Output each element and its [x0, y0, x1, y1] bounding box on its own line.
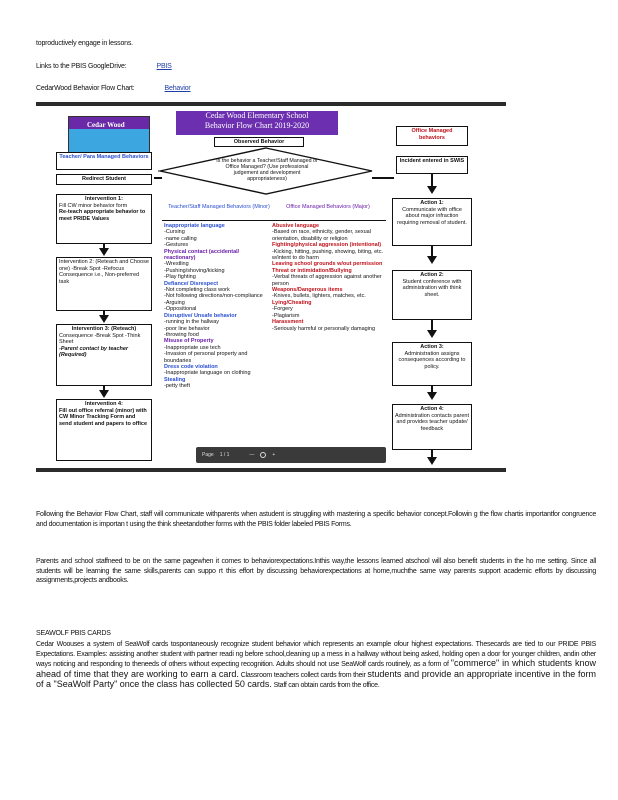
minor-item: -Wrestling — [164, 261, 189, 268]
action-3-box — [392, 342, 472, 386]
minor-column-header: Teacher/Staff Managed Behaviors (Minor) — [168, 204, 270, 210]
incident-swis-box: Incident entered in SWIS — [396, 156, 468, 174]
action-4-body: Administration contacts parent and provides teacher update/ feedback — [395, 412, 469, 432]
minor-item: -name calling — [164, 235, 197, 242]
arrow-down-1 — [99, 248, 109, 256]
office-managed-box — [396, 126, 468, 146]
intervention-4-box — [56, 399, 152, 461]
right-arrow-line — [372, 177, 394, 179]
teacher-managed-label: Teacher/ Para Managed Behaviors — [59, 154, 149, 160]
arrow-down-r2 — [427, 330, 437, 338]
minor-item: Stealing — [164, 376, 186, 383]
redirect-student-box: Redirect Student — [56, 174, 152, 185]
intervention-2-box: Intervention 2: (Reteach and Choose one) -Break Spot -Refocus Consequence i.e., Non-preferred task — [56, 257, 152, 311]
major-item: -Seriously harmful or personally damaging — [272, 325, 376, 332]
minor-item: -running in the hallway — [164, 319, 220, 326]
action-1-box — [392, 198, 472, 246]
major-item: -Verbal threats of aggression against another person — [272, 274, 382, 287]
zoom-in-button[interactable]: + — [272, 452, 276, 458]
zoom-out-button[interactable]: — — [249, 452, 255, 458]
major-item: -Plagiarism — [272, 312, 300, 319]
action-2-title: Action 2: — [420, 272, 444, 278]
minor-item: -poor line behavior — [164, 325, 210, 332]
major-item: Leaving school grounds w/out permission — [272, 261, 383, 268]
flow-chart-paper — [36, 106, 506, 468]
action-4-box — [392, 404, 472, 450]
minor-item: -Invasion of personal property and boundaries — [164, 351, 248, 364]
intervention-4-body: Fill out office referral (minor) with CW Minor Tracking Form and send student and papers to office — [59, 407, 148, 427]
flow-chart-line — [36, 85, 191, 92]
cedar-wood-logo — [68, 116, 150, 152]
minor-item: Misuse of Property — [164, 338, 214, 345]
minor-item: Dress code violation — [164, 363, 218, 370]
intervention-1-title: Intervention 1: — [85, 196, 123, 202]
minor-item: -petty theft — [164, 383, 190, 390]
viewer-page-label: Page — [202, 452, 214, 458]
action-3-title: Action 3: — [420, 344, 444, 350]
major-behaviors-list — [272, 223, 384, 461]
seawolf-text-c: Classroom teachers collect cards from their — [240, 671, 366, 679]
major-item: Abusive language — [272, 223, 320, 229]
minor-item: -Inappropriate language on clothing — [164, 370, 251, 377]
major-item: Fighting/physical aggression (intentional) — [272, 242, 382, 249]
office-managed-label: Office Managed behaviors — [411, 128, 453, 141]
seawolf-text-e: Staff can obtain cards from the office. — [273, 682, 380, 689]
minor-item: Inappropriate language — [164, 223, 225, 229]
intervention-3-body: Consequence -Break Spot -Think Sheet — [59, 332, 141, 345]
logo-text: Cedar Wood — [87, 121, 125, 129]
arrow-down-3 — [99, 390, 109, 398]
action-3-body: Administration assigns consequences according to policy. — [398, 350, 466, 370]
minor-behaviors-list — [164, 223, 270, 461]
teacher-managed-box — [56, 152, 152, 170]
major-item: Lying/Cheating — [272, 299, 312, 306]
minor-item: Defiance/ Disrespect — [164, 280, 219, 287]
arrow-down-r3 — [427, 392, 437, 400]
seawolf-text-d: students and provide an appropriate incentive in the form of a "SeaWolf Party" once the class has collected 50 cards. — [36, 668, 596, 689]
pbis-links-line — [36, 63, 172, 70]
intervention-3-parent: -Parent contact by teacher (Required) — [59, 345, 129, 358]
major-item: Weapons/Dangerous items — [272, 287, 343, 294]
behavior-flow-chart-image — [36, 102, 506, 472]
minor-item: -Not following directions/non-compliance — [164, 293, 263, 300]
minor-item: -Cursing — [164, 229, 185, 236]
flow-chart-title-line2: Behavior Flow Chart 2019-2020 — [204, 121, 310, 130]
left-arrow-line — [154, 177, 162, 179]
minor-item: -throwing food — [164, 331, 199, 338]
major-column-header: Office Managed Behaviors (Major) — [286, 204, 370, 210]
major-item: Threat or intimidation/Bullying — [272, 267, 352, 274]
minor-item: -Arguing — [164, 299, 185, 306]
action-2-body: Student conference with administration with think sheet. — [402, 278, 462, 298]
intervention-1-box — [56, 194, 152, 244]
pbis-links-label: Links to the PBIS GoogleDrive: — [36, 63, 127, 70]
viewer-page-count: 1 / 1 — [219, 452, 230, 458]
major-item: Harassment — [272, 319, 304, 326]
seawolf-text-b: "commerce" in which students know ahead of time that they are working to earn a card. — [36, 658, 597, 679]
minor-item: -Gestures — [164, 242, 189, 249]
intervention-1-body: Fill CW minor behavior form — [59, 202, 128, 209]
arrow-down-r4 — [427, 457, 437, 465]
action-1-title: Action 1: — [420, 200, 444, 206]
major-item: -Kicking, hitting, pushing, showing, biting, etc. w/intent to do harm — [272, 248, 383, 262]
action-1-body: Communicate with office about major infraction requiring removal of student. — [397, 206, 467, 226]
minor-item: Physical contact (accidental/ reactionary) — [164, 248, 240, 262]
seawolf-text-a: Cedar Woouses a system of SeaWolf cards tospontaneously recognize student behavior which represents an example ofour highest expectations. Thesecards are tied to our PRIDE PBIS Expectations. Examples: assisting another student with partner readi ng before school,cleaning up a mess in a hallway without being asked, holding open a door for younger children, andin other ways noticing and responding to theneeds of others without expecting recognition. Adults should not use SeaWolf cards routinely, as a form of — [36, 641, 596, 668]
minor-item: -Pushing/shoving/kicking — [164, 267, 225, 274]
minor-item: -Oppositional — [164, 306, 197, 313]
minor-item: -Inappropriate use tech — [164, 344, 221, 351]
intervention-3-title: Intervention 3: (Reteach) — [71, 326, 137, 332]
intro-line: toproductively engage in lessons. — [36, 40, 133, 47]
seawolf-heading: SEAWOLF PBIS CARDS — [36, 630, 111, 637]
paragraph-flow-chart: Following the Behavior Flow Chart, staff will communicate withparents when astudent is struggling with mastering a specific behavior concept.Followin g the flow chartis importantfor congruence and documentation is importan t using the think sheetandother forms with the PBIS folder labeled PBIS Forms. — [36, 511, 596, 528]
intervention-4-title: Intervention 4: — [85, 401, 123, 407]
minor-item: Disruptive/ Unsafe behavior — [164, 312, 237, 319]
action-4-title: Action 4: — [420, 406, 444, 412]
decision-text: Is the behavior a Teacher/Staff Managed or Office Managed? (Use professional judgement and development appropriateness) — [216, 158, 318, 182]
flow-chart-title — [176, 111, 338, 135]
minor-item: -Play fighting — [164, 274, 196, 281]
flow-chart-label: CedarWood Behavior Flow Chart: — [36, 85, 135, 92]
major-item: -Forgery — [272, 306, 293, 313]
arrow-down-r1 — [427, 256, 437, 264]
flow-chart-title-line1: Cedar Wood Elementary School — [205, 111, 309, 120]
intervention-3-box — [56, 324, 152, 386]
paragraph-seawolf — [36, 640, 596, 691]
major-item: -Based on race, ethnicity, gender, sexual orientation, disability or religion — [272, 229, 371, 242]
arrow-down-2 — [99, 315, 109, 323]
zoom-icon[interactable] — [260, 452, 266, 458]
arrow-down-r0 — [427, 186, 437, 194]
pbis-drive-link[interactable]: PBIS — [156, 63, 172, 70]
action-2-box — [392, 270, 472, 320]
column-header-rule — [162, 220, 386, 221]
major-item: -Knives, bullets, lighters, matches, etc. — [272, 293, 366, 300]
behavior-flow-chart-link[interactable]: Behavior — [164, 85, 191, 92]
pdf-viewer-toolbar — [196, 447, 386, 463]
intervention-1-reteach: Re-teach appropriate behavior to meet PRIDE Values — [59, 209, 146, 222]
paragraph-parents: Parents and school staffneed to be on the same pagewhen it comes to behaviorexpectations.Inthis way,the lessons learned atschool will also benefit students in the ho me setting. Since all students will be learning the same skills,parents can suppo rt this effort by discussing behaviorexpectations at home,muchthe same way parents support academic efforts by discussing assignments,projects andbooks. — [36, 558, 596, 584]
minor-item: -Not completing class work — [164, 287, 230, 294]
observed-behavior-box: Observed Behavior — [214, 137, 304, 147]
